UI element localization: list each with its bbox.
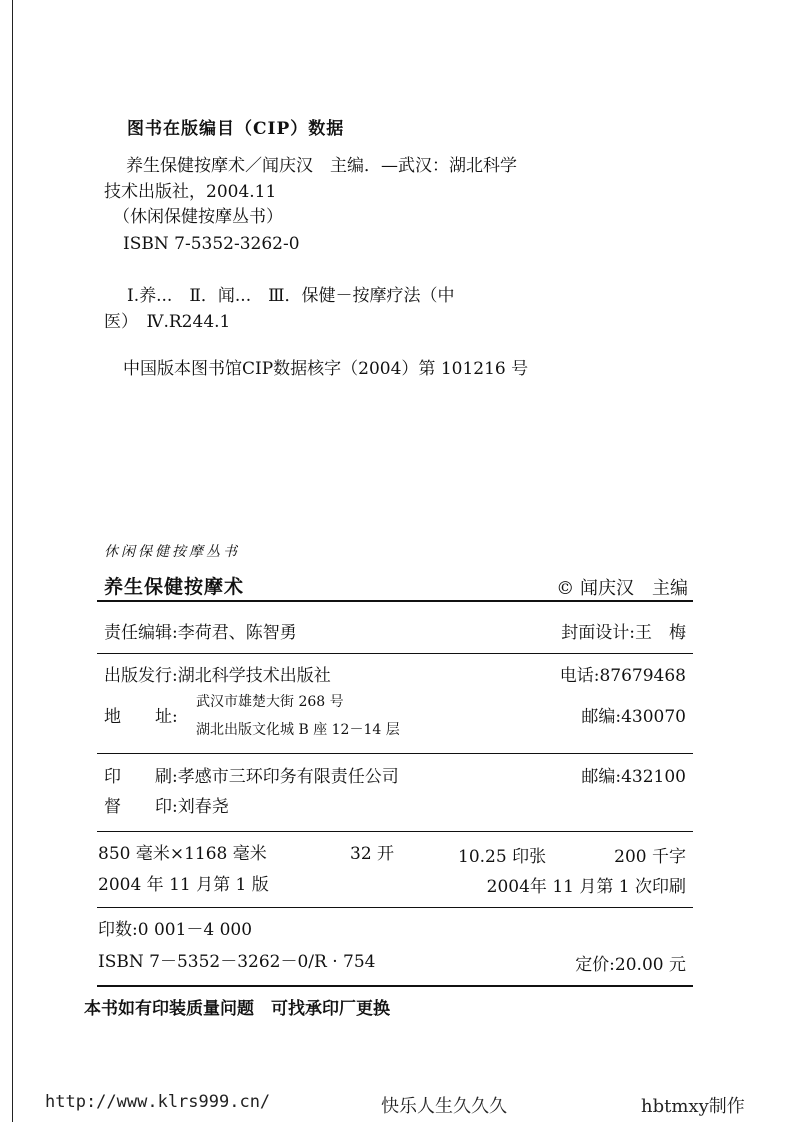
footer-url[interactable]: http://www.klrs999.cn/ xyxy=(45,1092,271,1112)
series-name: 休闲保健按摩丛书 xyxy=(104,544,240,560)
postcode-publisher: 邮编:430070 xyxy=(581,707,686,727)
divider xyxy=(97,653,693,654)
supervisor-line: 督 印:刘春尧 xyxy=(104,797,229,817)
cip-classification-2: 医） Ⅳ.R244.1 xyxy=(104,312,231,332)
left-margin-rule xyxy=(12,0,13,1122)
cip-verification: 中国版本图书馆CIP数据核字（2004）第 101216 号 xyxy=(123,359,529,379)
divider xyxy=(97,753,693,754)
divider xyxy=(97,831,693,832)
cip-isbn: ISBN 7-5352-3262-0 xyxy=(123,234,300,254)
address-line-2: 湖北出版文化城 B 座 12－14 层 xyxy=(196,722,400,738)
printing-line: 2004年 11 月第 1 次印刷 xyxy=(486,877,686,897)
cip-line-1: 养生保健按摩术／闻庆汉 主编．—武汉：湖北科学 xyxy=(126,156,517,176)
word-count: 200 千字 xyxy=(614,847,686,867)
footer-slogan: 快乐人生久久久 xyxy=(381,1096,507,1117)
cip-classification-1: Ⅰ.养... Ⅱ．闻... Ⅲ．保健－按摩疗法（中 xyxy=(127,286,455,306)
cip-heading: 图书在版编目（CIP）数据 xyxy=(127,119,345,139)
phone-line: 电话:87679468 xyxy=(559,666,686,686)
postcode-printer: 邮编:432100 xyxy=(581,767,686,787)
cip-line-2: 技术出版社，2004.11 xyxy=(104,182,277,202)
sheet-count: 10.25 印张 xyxy=(458,847,547,867)
edition-line: 2004 年 11 月第 1 版 xyxy=(98,875,269,895)
quality-note: 本书如有印装质量问题 可找承印厂更换 xyxy=(84,999,390,1019)
price-line: 定价:20.00 元 xyxy=(575,955,686,975)
divider xyxy=(97,985,693,987)
isbn-full: ISBN 7－5352－3262－0/R · 754 xyxy=(98,952,376,972)
cover-design-line: 封面设计:王 梅 xyxy=(561,623,686,643)
divider xyxy=(97,907,693,908)
format-kai: 32 开 xyxy=(350,844,395,864)
divider xyxy=(97,600,693,602)
address-line-1: 武汉市雄楚大街 268 号 xyxy=(196,694,344,710)
footer-credit: hbtmxy制作 xyxy=(641,1096,745,1117)
format-size: 850 毫米×1168 毫米 xyxy=(98,844,267,864)
book-title: 养生保健按摩术 xyxy=(104,576,245,598)
author-line: © 闻庆汉 主编 xyxy=(556,578,688,599)
address-label: 地 址: xyxy=(104,707,178,727)
printer-line: 印 刷:孝感市三环印务有限责任公司 xyxy=(104,767,399,787)
editor-line: 责任编辑:李荷君、陈智勇 xyxy=(104,623,297,643)
publisher-line: 出版发行:湖北科学技术出版社 xyxy=(104,666,331,686)
cip-line-3: （休闲保健按摩丛书） xyxy=(113,207,283,227)
print-run: 印数:0 001－4 000 xyxy=(98,920,253,940)
